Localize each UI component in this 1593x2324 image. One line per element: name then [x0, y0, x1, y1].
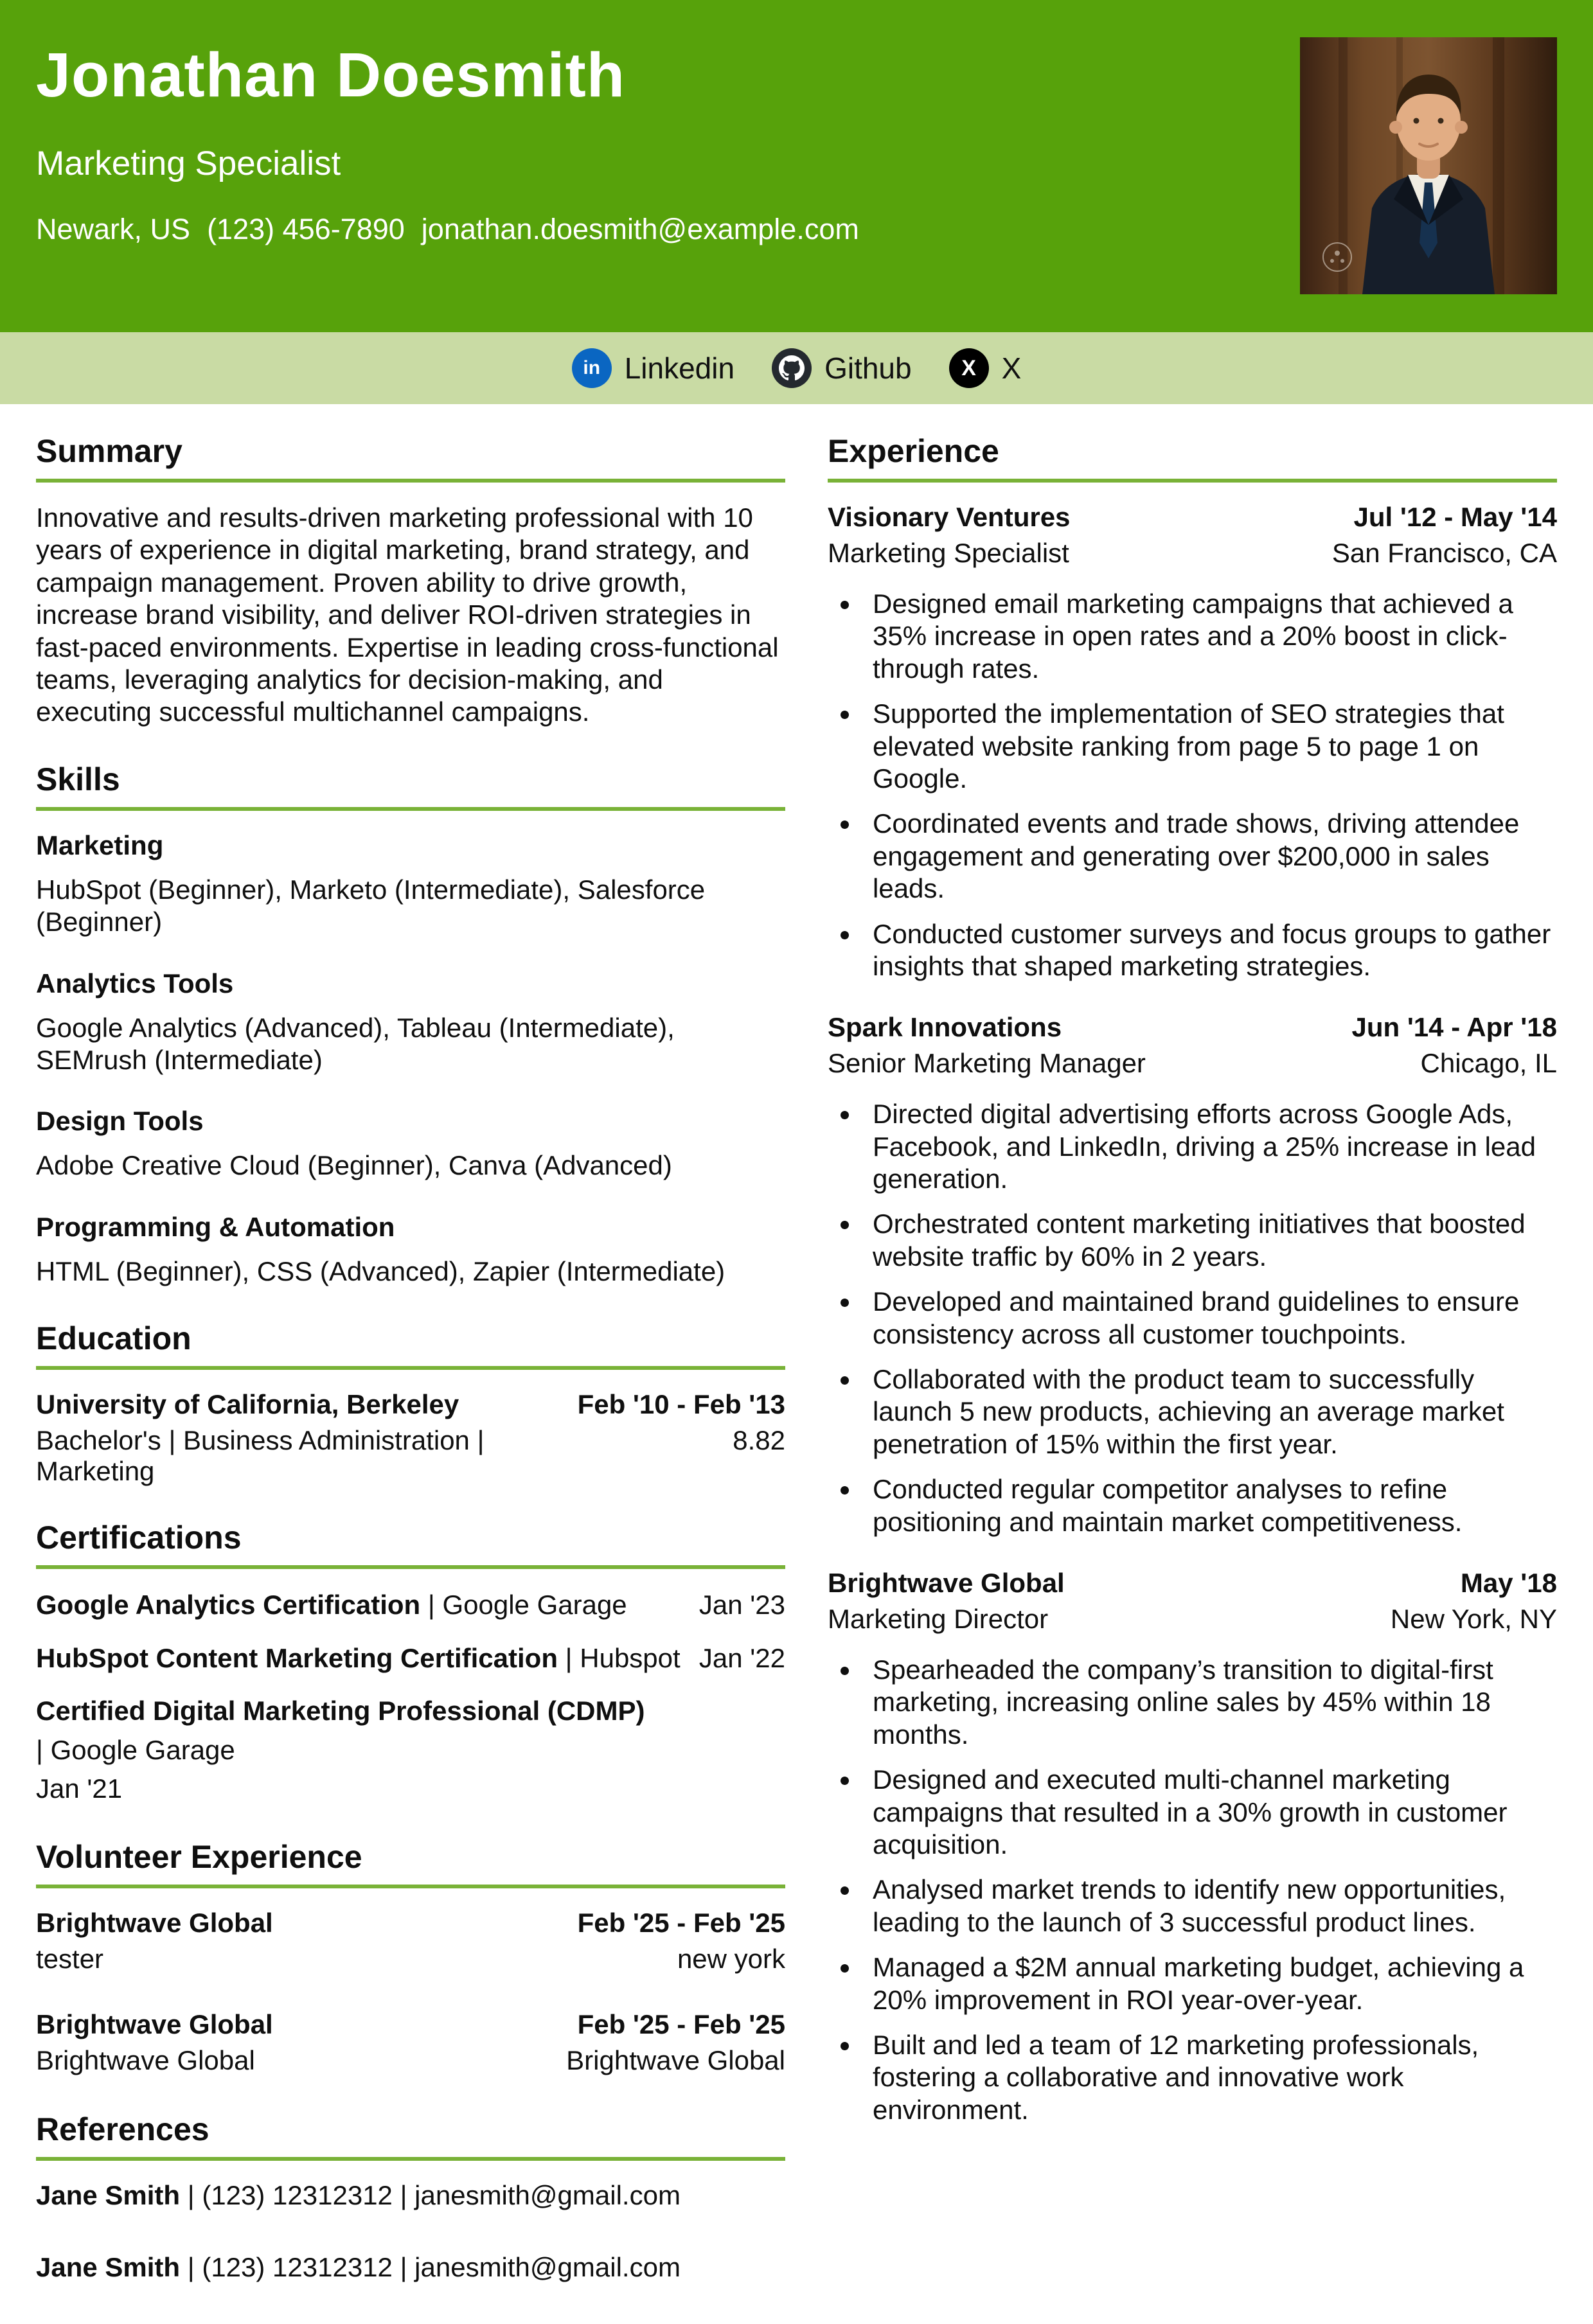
job-role: Marketing Director	[828, 1603, 1049, 1634]
job-bullet: • Directed digital advertising efforts across Google Ads, Facebook, and LinkedIn, driving a 25% increase in lead generation.	[861, 1098, 1557, 1195]
experience-entry	[828, 502, 1557, 982]
experience-heading: Experience	[828, 433, 999, 469]
job-bullet: • Supported the implementation of SEO strategies that elevated website ranking from page 5 to page 1 on Google.	[861, 698, 1557, 795]
job-company: Brightwave Global	[828, 1567, 1065, 1598]
job-bullet: • Managed a $2M annual marketing budget, achieving a 20% improvement in ROI year-over-year.	[861, 1951, 1557, 2016]
volunteer-location: new york	[677, 1943, 785, 1974]
job-bullets	[828, 588, 1557, 982]
person-name: Jonathan Doesmith	[36, 40, 626, 110]
summary-heading: Summary	[36, 433, 182, 469]
skill-group-name: Analytics Tools	[36, 968, 234, 998]
header	[0, 0, 1593, 332]
contact-email: jonathan.doesmith@example.com	[421, 212, 859, 245]
references-heading: References	[36, 2111, 209, 2147]
certification-name: Google Analytics Certification	[36, 1590, 421, 1620]
volunteer-org: Brightwave Global	[36, 1907, 273, 1938]
section-rule	[36, 1565, 785, 1569]
job-location: New York, NY	[1390, 1603, 1557, 1634]
job-bullet: • Designed email marketing campaigns that achieved a 35% increase in open rates and a 20% boost in click-through rates.	[861, 588, 1557, 685]
content	[0, 404, 1593, 2324]
github-icon	[772, 348, 812, 388]
x-icon: X	[949, 348, 989, 388]
certification-issuer: | Hubspot	[565, 1642, 681, 1673]
linkedin-icon: in	[572, 348, 612, 388]
certification-issuer: | Google Garage	[36, 1734, 235, 1765]
volunteer-location: Brightwave Global	[566, 2045, 785, 2075]
certification-date: Jan '21	[36, 1773, 123, 1804]
job-role: Senior Marketing Manager	[828, 1048, 1146, 1079]
education-gpa: 8.82	[733, 1425, 785, 1456]
skill-group-items: HTML (Beginner), CSS (Advanced), Zapier (Intermediate)	[36, 1255, 725, 1286]
job-bullet: • Developed and maintained brand guidelines to ensure consistency across all customer touchpoints.	[861, 1286, 1557, 1351]
certification-name: HubSpot Content Marketing Certification	[36, 1642, 558, 1673]
certification-date: Jan '23	[699, 1590, 785, 1620]
person-title: Marketing Specialist	[36, 144, 341, 182]
skill-group	[36, 1212, 785, 1288]
reference-details: | (123) 12312312 | janesmith@gmail.com	[187, 2251, 681, 2282]
job-dates: May '18	[1460, 1567, 1557, 1598]
volunteer-dates: Feb '25 - Feb '25	[577, 2009, 785, 2039]
job-bullet: • Orchestrated content marketing initiatives that boosted website traffic by 60% in 2 years.	[861, 1208, 1557, 1273]
social-label-linkedin: Linkedin	[624, 351, 735, 385]
job-dates: Jun '14 - Apr '18	[1351, 1012, 1557, 1043]
section-education	[36, 1320, 785, 1487]
left-column	[36, 432, 785, 2324]
volunteer-entry	[36, 2009, 785, 2076]
education-dates: Feb '10 - Feb '13	[577, 1389, 785, 1420]
profile-photo	[1300, 37, 1557, 294]
social-link-linkedin[interactable]	[572, 348, 734, 388]
contact-phone: (123) 456-7890	[207, 212, 405, 245]
section-rule	[36, 1885, 785, 1888]
section-volunteer	[36, 1838, 785, 2076]
job-bullet: • Collaborated with the product team to successfully launch 5 new products, achieving an average market penetration of 15% within the first year.	[861, 1363, 1557, 1460]
section-rule	[36, 479, 785, 483]
job-bullet: • Coordinated events and trade shows, driving attendee engagement and generating over $200,000 in sales leads.	[861, 808, 1557, 905]
social-label-github: Github	[824, 351, 912, 385]
experience-entry	[828, 1568, 1557, 2126]
job-bullet: • Designed and executed multi-channel marketing campaigns that resulted in a 30% growth in customer acquisition.	[861, 1764, 1557, 1861]
job-role: Marketing Specialist	[828, 538, 1069, 568]
reference-name: Jane Smith	[36, 2179, 181, 2210]
job-dates: Jul '12 - May '14	[1353, 502, 1557, 532]
skill-group-name: Programming & Automation	[36, 1211, 395, 1242]
section-summary	[36, 432, 785, 729]
education-degree: Bachelor's | Business Administration | Marketing	[36, 1425, 485, 1487]
certification-item	[36, 1694, 785, 1806]
job-company: Spark Innovations	[828, 1012, 1062, 1043]
reference-name: Jane Smith	[36, 2251, 181, 2282]
certification-name: Certified Digital Marketing Professional (CDMP)	[36, 1696, 645, 1726]
reference-entry	[36, 2180, 785, 2211]
skill-group-items: Adobe Creative Cloud (Beginner), Canva (Advanced)	[36, 1150, 672, 1181]
section-rule	[36, 807, 785, 811]
education-heading: Education	[36, 1320, 191, 1357]
certification-issuer: | Google Garage	[427, 1590, 627, 1620]
social-label-x: X	[1001, 351, 1022, 385]
section-certifications	[36, 1519, 785, 1806]
contact-location: Newark, US	[36, 212, 191, 245]
social-bar	[0, 332, 1593, 404]
section-rule	[828, 479, 1557, 483]
skill-group	[36, 1106, 785, 1182]
skill-group	[36, 968, 785, 1077]
certification-item	[36, 1588, 785, 1622]
job-bullet: • Built and led a team of 12 marketing professionals, fostering a collaborative and innovative work environment.	[861, 2029, 1557, 2126]
job-location: Chicago, IL	[1420, 1048, 1557, 1079]
education-school: University of California, Berkeley	[36, 1389, 459, 1420]
reference-details: | (123) 12312312 | janesmith@gmail.com	[187, 2179, 681, 2210]
volunteer-entry	[36, 1908, 785, 1974]
section-rule	[36, 1366, 785, 1370]
section-references	[36, 2111, 785, 2283]
volunteer-role: tester	[36, 1943, 104, 1974]
social-link-x[interactable]	[949, 348, 1022, 388]
section-skills	[36, 761, 785, 1288]
volunteer-dates: Feb '25 - Feb '25	[577, 1907, 785, 1938]
volunteer-org: Brightwave Global	[36, 2009, 273, 2039]
job-company: Visionary Ventures	[828, 502, 1071, 532]
skill-group-name: Marketing	[36, 829, 164, 860]
social-link-github[interactable]	[772, 348, 912, 388]
certification-date: Jan '22	[699, 1642, 785, 1673]
experience-entry	[828, 1012, 1557, 1538]
job-bullets	[828, 1654, 1557, 2126]
education-entry	[36, 1389, 785, 1420]
job-bullet: • Conducted customer surveys and focus groups to gather insights that shaped marketing strategies.	[861, 918, 1557, 983]
section-experience	[828, 432, 1557, 2126]
job-bullet: • Conducted regular competitor analyses to refine positioning and maintain market competitiveness.	[861, 1473, 1557, 1538]
certification-item	[36, 1642, 785, 1676]
job-bullet: • Spearheaded the company’s transition to digital-first marketing, increasing online sales by 45% within 18 months.	[861, 1654, 1557, 1751]
job-bullets	[828, 1098, 1557, 1538]
section-rule	[36, 2157, 785, 2161]
skill-group-items: HubSpot (Beginner), Marketo (Intermediate), Salesforce (Beginner)	[36, 874, 706, 937]
education-detail-row	[36, 1425, 785, 1487]
volunteer-heading: Volunteer Experience	[36, 1838, 362, 1875]
skills-heading: Skills	[36, 761, 120, 797]
job-bullet: • Analysed market trends to identify new opportunities, leading to the launch of 3 successful product lines.	[861, 1874, 1557, 1938]
reference-entry	[36, 2252, 785, 2283]
certifications-heading: Certifications	[36, 1520, 242, 1556]
job-location: San Francisco, CA	[1331, 538, 1557, 568]
right-column	[828, 432, 1557, 2324]
skill-group-name: Design Tools	[36, 1106, 204, 1137]
profile-photo-illustration	[1300, 37, 1557, 294]
skill-group-items: Google Analytics (Advanced), Tableau (Intermediate), SEMrush (Intermediate)	[36, 1012, 675, 1075]
summary-text: Innovative and results-driven marketing professional with 10 years of experience in digital marketing, brand strategy, and campaign management. Proven ability to drive growth, increase brand visibility, and deliver ROI-driven strategies in fast-paced environments. Expertise in leading cross-functional teams, leveraging analytics for decision-making, and executing successful multichannel campaigns.	[36, 502, 779, 727]
skill-group	[36, 830, 785, 939]
volunteer-role: Brightwave Global	[36, 2045, 255, 2075]
